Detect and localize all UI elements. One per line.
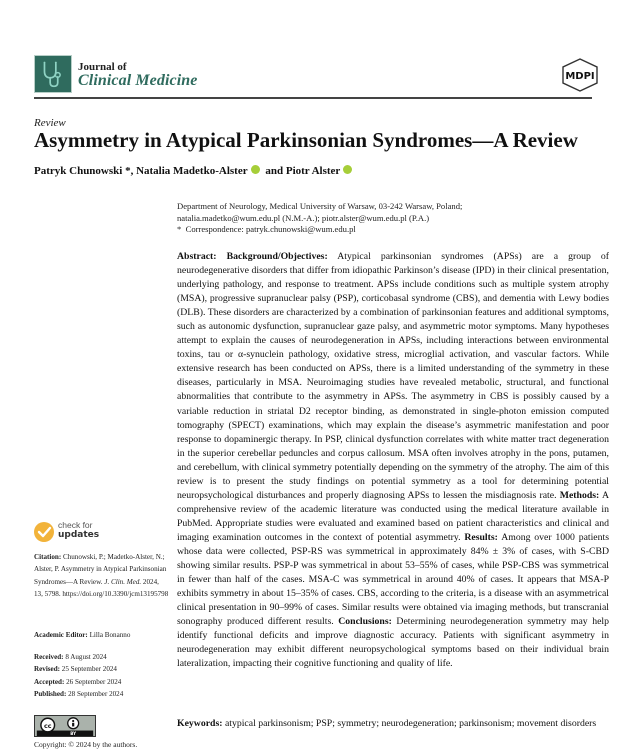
orcid-icon[interactable]: [343, 165, 352, 174]
citation-journal: J. Clin. Med.: [104, 577, 142, 586]
citation-label: Citation:: [34, 553, 62, 561]
abstract-label: Abstract:: [177, 251, 217, 262]
date-label: Revised:: [34, 665, 61, 674]
methods-label: Methods:: [559, 489, 600, 501]
check-for-updates-button[interactable]: [34, 522, 154, 544]
author-name[interactable]: Patryk Chunowski: [34, 165, 123, 177]
journal-logo: [34, 55, 72, 93]
background-text: Atypical parkinsonian syndromes (APSs) are a group of neurodegenerative disorders that differ from idiopathic Parkinson’s disease (IPD) in their clinical presentation, underlying pathology, and response to treatment. APSs include conditions such as multiple system atrophy (MSA), progressive supranuclear palsy (PSP), corticobasal syndrome (CBS), and dementia with Lewy bodies (DLB). These disorders are characterized by a combination of parkinsonian features and additional symptoms, such as autonomic dysfunction, supranuclear gaze palsy, and asymmetric motor symptoms. Many hypotheses attempt to explain the causes of neurodegeneration in APSs, including interactions between environmental toxins, tau or α-synuclein pathology, oxidative stress, microglial activation, and vascular factors. While extensive research has been conducted on APSs, there is a limited understanding of the symmetry in these diseases, particularly in MSA. Neuroimaging studies have revealed metabolic, structural, and functional abnormalities that contribute to the asymmetry in APSs. The asymmetry in CBS is possibly caused by a variable reduction in striatal D2 receptor binding, as demonstrated in single-photon emission computed tomography (SPECT) examinations, which may explain the disease’s asymmetric manifestation and poor response to dopaminergic therapy. In PSP, clinical dysfunction correlates with white matter tract degeneration in the superior cerebellar peduncles and corpus callosum. MSA often involves atrophy in the pons, putamen, and cerebellum, with clinical symmetry potentially depending on the symmetry of the atrophy. The aim of this review is to present the study findings on potential symmetry as a tool for determining potential neuropsychological disturbances and properly diagnosing APSs to lessen the misdiagnosis rate.: [177, 251, 609, 501]
orcid-icon[interactable]: [251, 165, 260, 174]
correspondence-marker: *: [177, 224, 182, 235]
author-name[interactable]: Natalia Madetko-Alster: [136, 165, 248, 177]
journal-name: Clinical Medicine: [78, 72, 198, 89]
citation-text: Chunowski, P.; Madetko-Alster, N.; Alster, P. Asymmetry in Atypical Parkinsonian Syndromes—A Review.: [34, 553, 167, 586]
svg-text:cc: cc: [43, 722, 52, 730]
publication-dates: [34, 651, 169, 701]
keywords-label: Keywords:: [177, 718, 223, 729]
editor-label: Academic Editor:: [34, 631, 88, 639]
article-type: Review: [34, 117, 66, 129]
date-value: 25 September 2024: [61, 665, 117, 674]
date-label: Received:: [34, 653, 64, 661]
date-value: 28 September 2024: [68, 690, 124, 699]
background-label: Background/Objectives:: [226, 251, 328, 262]
updates-label: updates: [58, 530, 100, 540]
mdpi-logo-text: MDPI: [565, 71, 595, 82]
header-divider: [34, 97, 592, 99]
mdpi-logo: [560, 58, 600, 92]
citation: [34, 551, 169, 601]
checkmark-icon: [34, 522, 54, 542]
editor-name: Lilla Bonanno: [89, 631, 131, 639]
keywords: [177, 717, 609, 731]
date-published: [34, 688, 169, 700]
correspondence-email[interactable]: Correspondence: patryk.chunowski@wum.edu.pl: [185, 224, 356, 235]
keywords-text: atypical parkinsonism; PSP; symmetry; neurodegeneration; parkinsonism; movement disorders: [224, 718, 597, 729]
conclusions-label: Conclusions:: [338, 616, 392, 628]
journal-prefix: Journal of: [78, 61, 127, 73]
correspondence: [177, 224, 617, 236]
affiliations: [177, 201, 617, 236]
stethoscope-icon: [35, 56, 71, 92]
copyright: Copyright: © 2024 by the authors.: [34, 740, 138, 749]
date-label: Published:: [34, 690, 67, 699]
article-title: Asymmetry in Atypical Parkinsonian Syndromes—A Review: [34, 128, 578, 152]
affiliation-line: Department of Neurology, Medical University of Warsaw, 03-242 Warsaw, Poland;: [177, 201, 463, 211]
author-emails[interactable]: natalia.madetko@wum.edu.pl (N.M.-A.); piotr.alster@wum.edu.pl (P.A.): [177, 212, 430, 223]
conclusions-text: Determining neurodegeneration symmetry may help identify functional deficits and improve diagnostic accuracy. Patients with significant asymmetry in neurodegeneration may exhibit different neuropsychological symptoms based on their individual brain lateralization, impacting their cognitive functioning and quality of life.: [177, 616, 609, 670]
date-accepted: [34, 676, 169, 688]
cc-by-license-badge[interactable]: [34, 715, 96, 737]
author-separator: ,: [130, 165, 137, 177]
corresponding-marker: *: [122, 165, 131, 177]
by-label: BY: [70, 731, 77, 736]
date-received: [34, 651, 169, 663]
author-name[interactable]: Piotr Alster: [285, 165, 341, 177]
abstract: [177, 250, 609, 671]
methods-text: A comprehensive review of the academic literature was conducted using the medical literature available in PubMed. Appropriate studies were evaluated and examined based on patient characteristics and clinical and imaging examination outcomes in the context of potential asymmetry.: [177, 489, 610, 543]
results-label: Results:: [464, 531, 498, 543]
citation-doi[interactable]: 2024, 13, 5798. https://doi.org/10.3390/jcm13195798: [34, 577, 169, 599]
results-text: Among over 1000 patients whose data were collected, PSP-RS was symmetrical in approximately 84% ± 3% of cases, with S-CBD showing similar results. PSP-P was symmetrical in about 53–55% of cases, while PSP-CBS was symmetrical in fewer than half of the cases. MSA-C was symmetrical in around 40% of cases. It appears that MSA-P exhibits symmetry in about 15–35% of cases. CBS, according to the criteria, is a disease with an asymmetrical clinical presentation in 90–99% of cases. Similar results were obtained via imaging methods, but transcranial sonography produced different results.: [177, 531, 610, 628]
author-list: [34, 165, 355, 177]
date-value: 8 August 2024: [65, 653, 107, 661]
date-revised: [34, 663, 169, 675]
academic-editor: [34, 629, 169, 641]
author-separator: and: [265, 165, 286, 177]
check-for-label: check for: [58, 520, 93, 530]
date-label: Accepted:: [34, 677, 65, 686]
date-value: 26 September 2024: [66, 677, 122, 686]
